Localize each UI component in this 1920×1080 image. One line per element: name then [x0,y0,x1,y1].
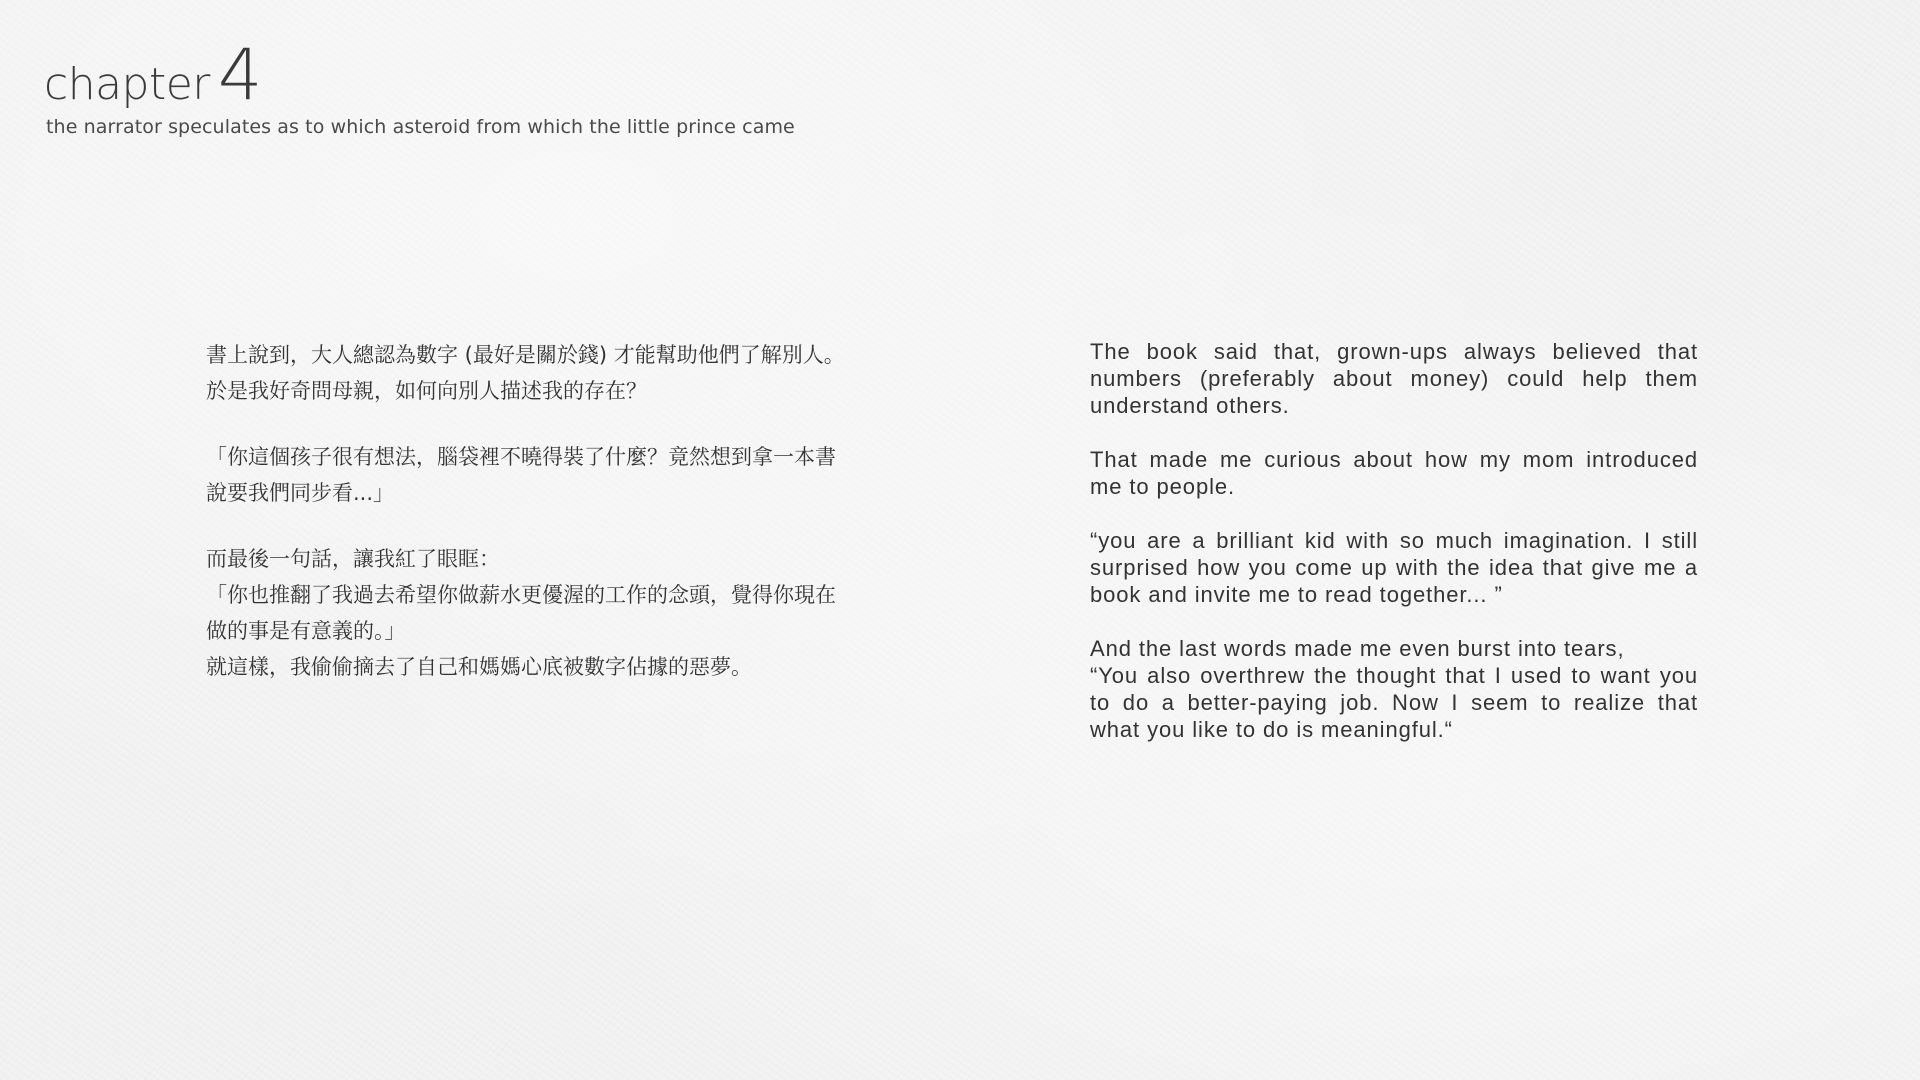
chapter-number: 4 [217,34,263,116]
english-paragraph: The book said that, grown-ups always believed that numbers (preferably about money) could help them understand others. [1090,339,1698,418]
text-line: 而最後一句話，讓我紅了眼眶： [206,547,500,571]
text-line: 書上說到，大人總認為數字 (最好是關於錢) 才能幫助他們了解別人。 [206,343,845,367]
text-line: 做的事是有意義的。」 [206,619,406,643]
text-line: 「你這個孩子很有想法，腦袋裡不曉得裝了什麼？竟然想到拿一本書 [206,445,836,469]
text-line: 「你也推翻了我過去希望你做薪水更優渥的工作的念頭，覺得你現在 [206,583,836,607]
text-line: “You also overthrew the thought that I used to want you to do a better-paying job. Now I seem to realize that what you like to do is meaningful.“ [1090,663,1698,742]
chapter-word: chapter [44,59,210,110]
english-paragraph: That made me curious about how my mom introduced me to people. [1090,447,1698,499]
chinese-paragraph [206,541,896,685]
english-paragraph: “you are a brilliant kid with so much imagination. I still surprised how you come up with the idea that give me a book and invite me to read together... ” [1090,528,1698,607]
english-paragraph [1090,635,1698,743]
text-line: And the last words made me even burst into tears, [1090,636,1625,661]
chapter-header [44,34,944,138]
text-line: 說要我們同步看...」 [206,481,395,505]
text-line: 於是我好奇問母親，如何向別人描述我的存在？ [206,379,647,403]
chinese-paragraph [206,337,896,409]
chinese-text-column [206,337,896,685]
chinese-paragraph [206,439,896,511]
chapter-title [44,34,944,116]
text-line: 就這樣，我偷偷摘去了自己和媽媽心底被數字佔據的惡夢。 [206,655,752,679]
chapter-subtitle: the narrator speculates as to which asteroid from which the little prince came [46,116,795,138]
english-text-column [1090,338,1698,770]
